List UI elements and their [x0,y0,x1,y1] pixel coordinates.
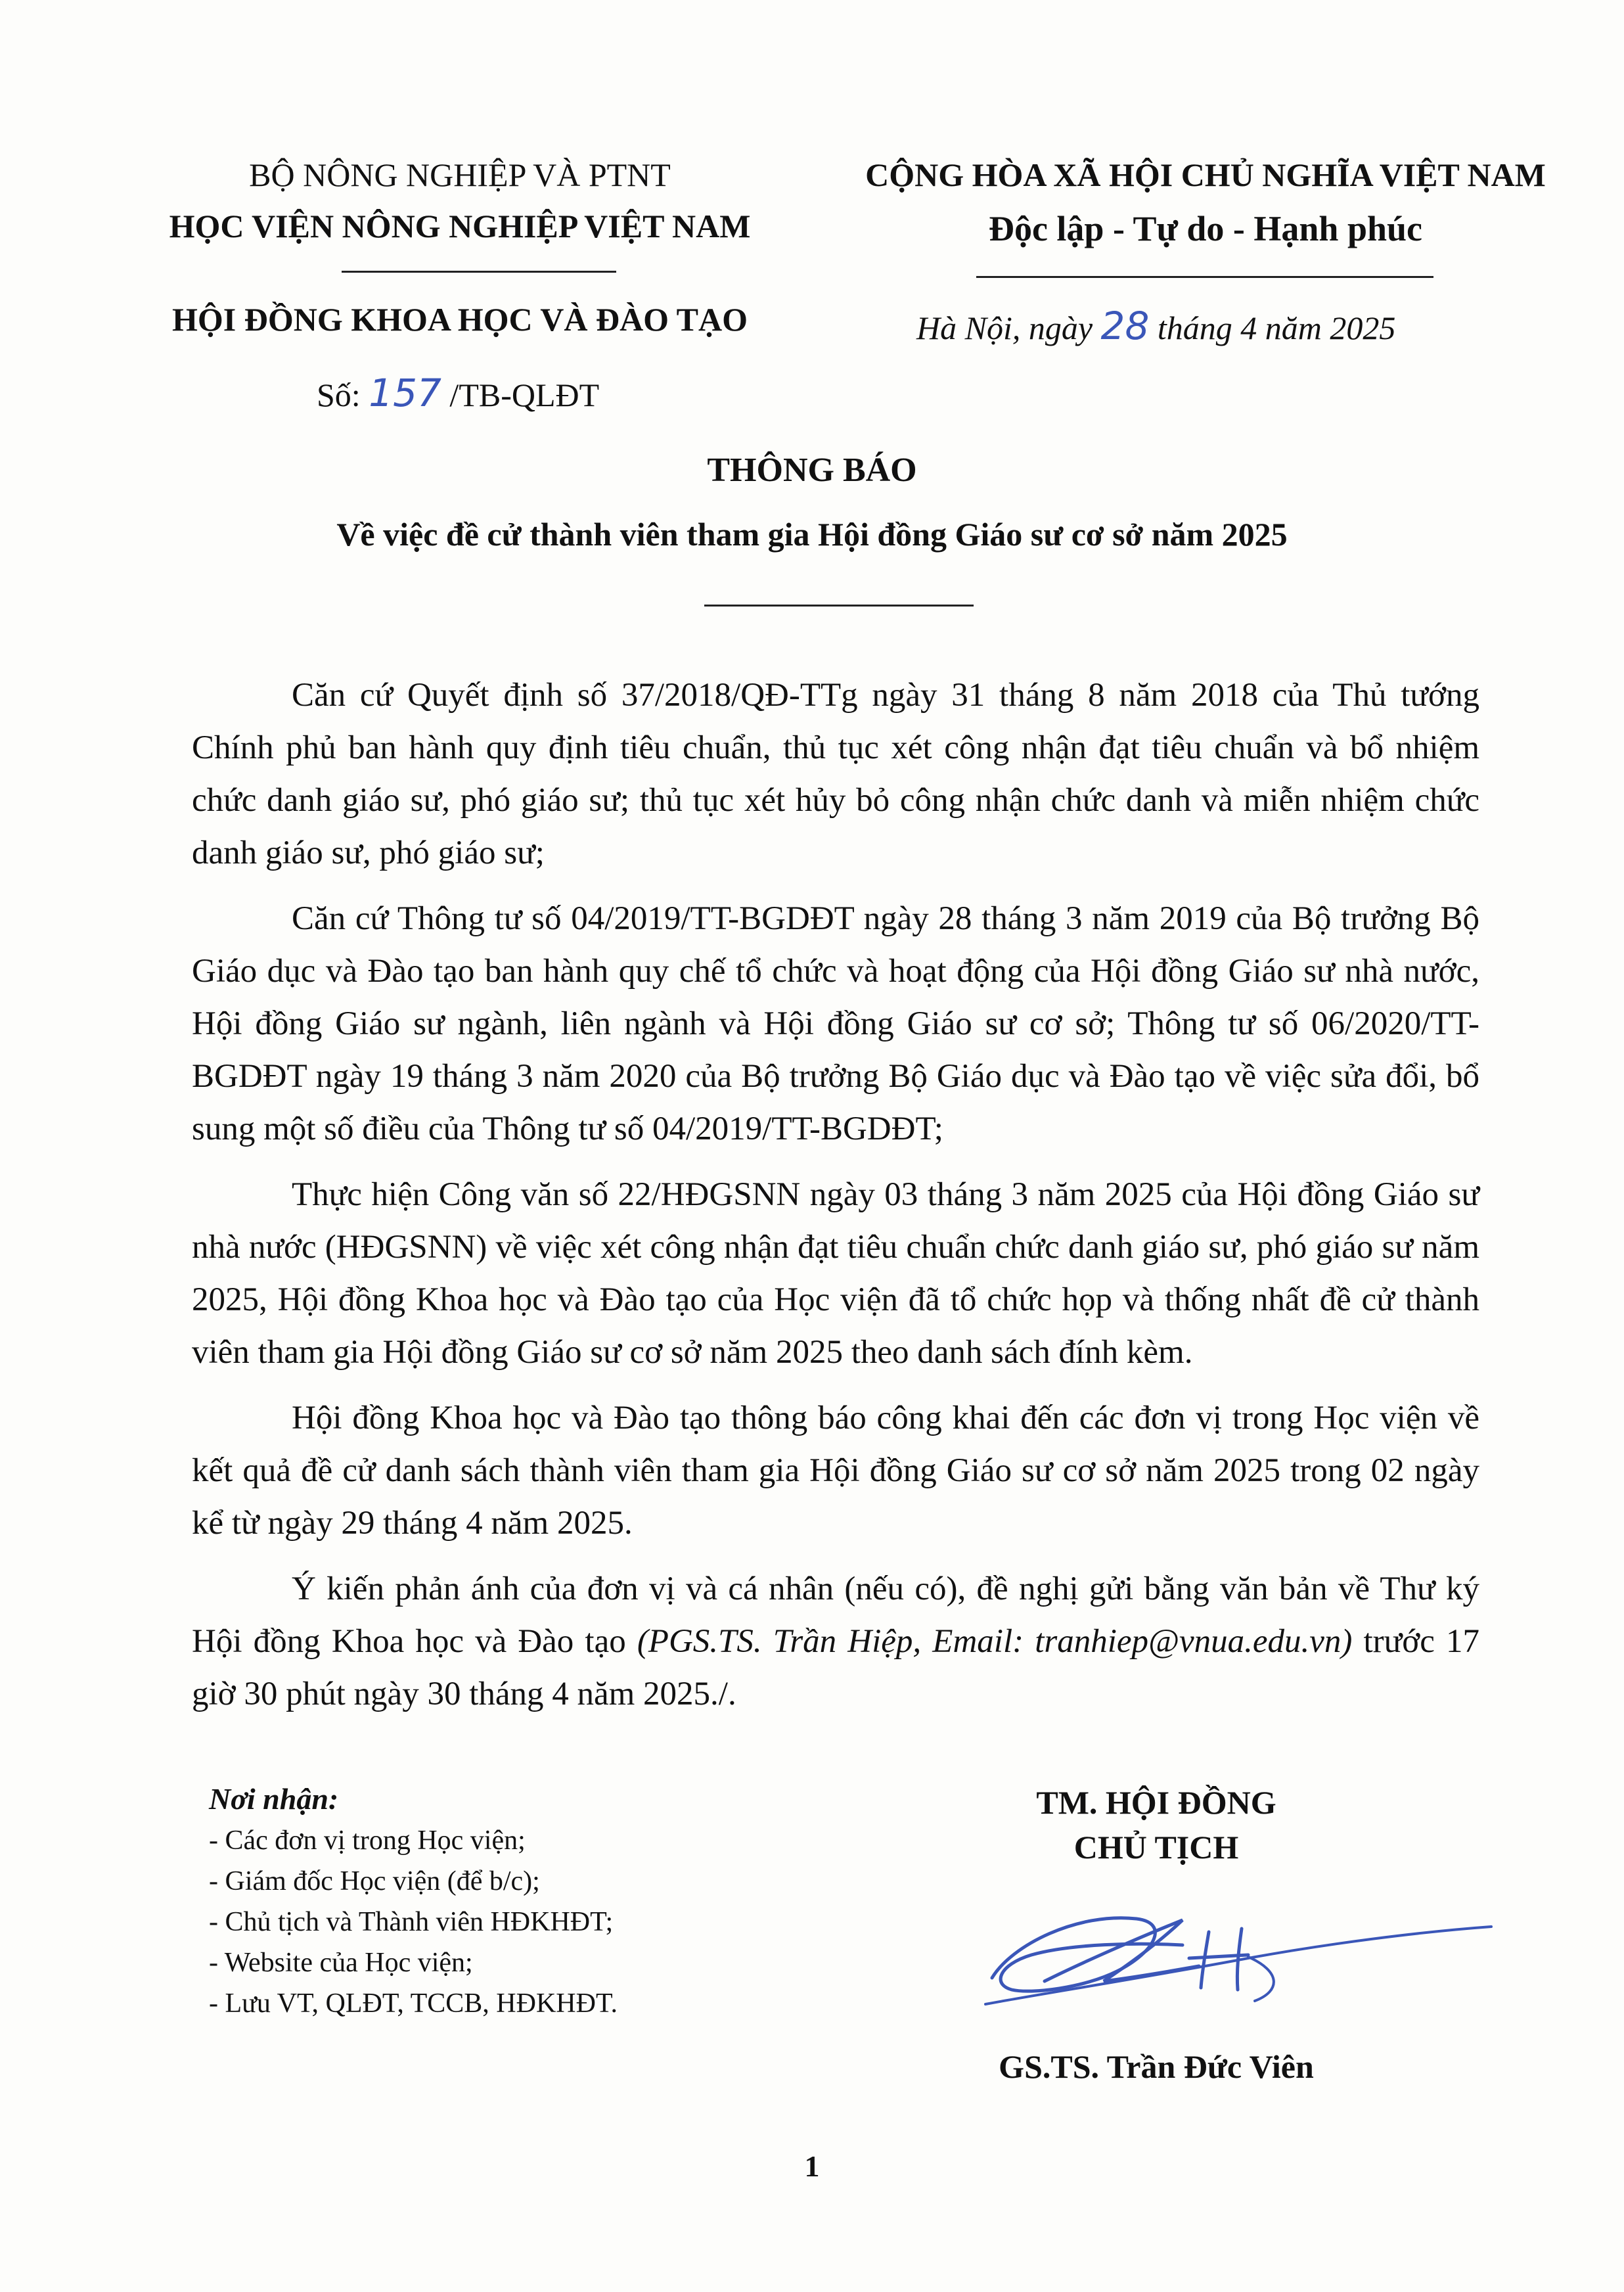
nation-name: CỘNG HÒA XÃ HỘI CHỦ NGHĨA VIỆT NAM [865,156,1546,193]
issue-date [916,302,1395,352]
signature-title-line2: CHỦ TỊCH [1073,1829,1239,1866]
page-number: 1 [804,2149,820,2183]
council-name: HỘI ĐỒNG KHOA HỌC VÀ ĐÀO TẠO [171,301,748,338]
signature-title-line1: TM. HỘI ĐỒNG [1036,1784,1276,1821]
header-left-divider [342,271,616,273]
recipient-item: - Website của Học viện; [209,1948,473,1978]
document-body [192,669,1479,1733]
header-right-divider [976,276,1433,278]
document-number [317,369,599,419]
recipient-item: - Chủ tịch và Thành viên HĐKHĐT; [209,1907,614,1937]
recipient-item: - Giám đốc Học viện (để b/c); [209,1866,540,1896]
institution-name: HỌC VIỆN NÔNG NGHIỆP VIỆT NAM [169,208,751,244]
national-motto: Độc lập - Tự do - Hạnh phúc [988,209,1423,248]
issue-date-suffix: tháng 4 năm 2025 [1149,309,1396,346]
recipient-item: - Các đơn vị trong Học viện; [209,1825,526,1856]
body-paragraph-5 [192,1563,1479,1720]
document-subtitle: Về việc đề cử thành viên tham gia Hội đồng Giáo sư cơ sở năm 2025 [336,516,1288,553]
document-number-handwritten: 157 [369,371,441,415]
body-paragraph-4: Hội đồng Khoa học và Đào tạo thông báo công khai đến các đơn vị trong Học viện về kết quả đề cử danh sách thành viên tham gia Hội đồng Giáo sư cơ sở năm 2025 trong 02 ngày kể từ ngày 29 tháng 4 năm 2025. [192,1400,1479,1542]
recipient-item: - Lưu VT, QLĐT, TCCB, HĐKHĐT. [209,1988,618,2019]
title-divider [704,605,974,607]
document-title: THÔNG BÁO [707,451,917,489]
body-paragraph-2: Căn cứ Thông tư số 04/2019/TT-BGDĐT ngày 28 tháng 3 năm 2019 của Bộ trưởng Bộ Giáo dục và Đào tạo ban hành quy chế tổ chức và hoạt động của Hội đồng Giáo sư nhà nước, Hội đồng Giáo sư ngành, liên ngành và Hội đồng Giáo sư cơ sở; Thông tư số 06/2020/TT-BGDĐT ngày 19 tháng 3 năm 2020 của Bộ trưởng Bộ Giáo dục và Đào tạo về việc sửa đổi, bổ sung một số điều của Thông tư số 04/2019/TT-BGDĐT; [192,900,1479,1147]
issue-date-day-handwritten: 28 [1100,304,1150,348]
body-paragraph-3: Thực hiện Công văn số 22/HĐGSNN ngày 03 tháng 3 năm 2025 của Hội đồng Giáo sư nhà nước (HĐGSNN) về việc xét công nhận đạt tiêu chuẩn chức danh giáo sư, phó giáo sư năm 2025, Hội đồng Khoa học và Đào tạo của Học viện đã tổ chức họp và thống nhất đề cử thành viên tham gia Hội đồng Giáo sư cơ sở năm 2025 theo danh sách đính kèm. [192,1176,1479,1371]
ministry-name: BỘ NÔNG NGHIỆP VÀ PTNT [249,156,671,193]
signer-name: GS.TS. Trần Đức Viên [999,2048,1314,2085]
issue-date-prefix: Hà Nội, ngày [916,309,1101,346]
handwritten-signature [972,1879,1498,2037]
contact-info: (PGS.TS. Trần Hiệp, Email: tranhiep@vnua.edu.vn) [637,1623,1353,1660]
document-number-suffix: /TB-QLĐT [441,377,600,413]
body-paragraph-5-part2: trước 17 giờ 30 phút ngày 30 tháng 4 năm 2025./. [192,1623,1479,1712]
recipients-title: Nơi nhận: [209,1782,339,1816]
body-paragraph-5-part1: Ý kiến phản ánh của đơn vị và cá nhân (nếu có), đề nghị gửi bằng văn bản về Thư ký Hội đồng Khoa học và Đào tạo [192,1570,1479,1660]
recipients-block [209,1778,618,2024]
document-number-prefix: Số: [317,377,369,413]
body-paragraph-1: Căn cứ Quyết định số 37/2018/QĐ-TTg ngày 31 tháng 8 năm 2018 của Thủ tướng Chính phủ ban hành quy định tiêu chuẩn, thủ tục xét công nhận đạt tiêu chuẩn và bổ nhiệm chức danh giáo sư, phó giáo sư; thủ tục xét hủy bỏ công nhận chức danh và miễn nhiệm chức danh giáo sư, phó giáo sư; [192,677,1479,871]
